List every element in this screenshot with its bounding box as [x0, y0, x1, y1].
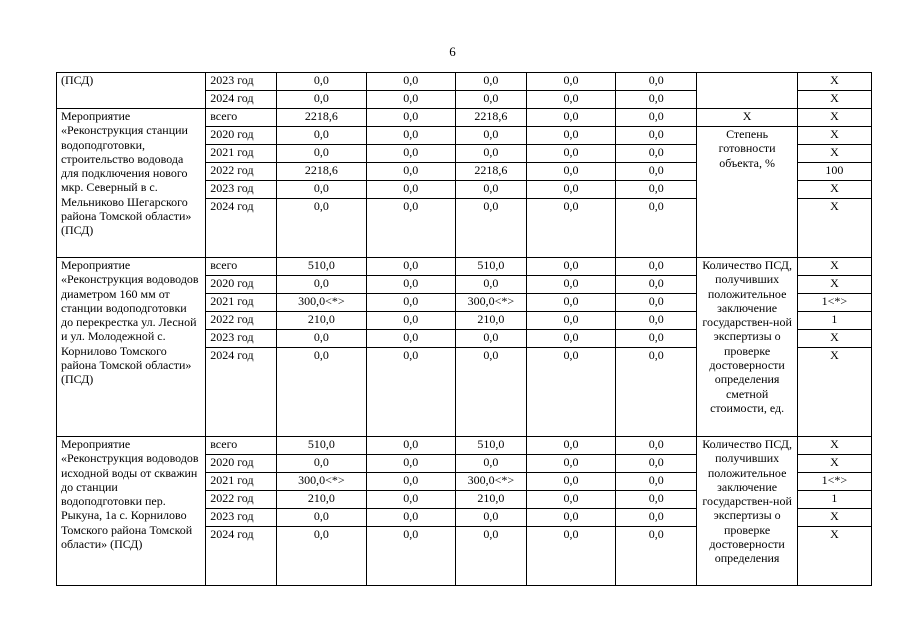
amount-federal: 0,0: [366, 330, 455, 348]
amount-regional: 0,0: [455, 91, 526, 109]
amount-total: 300,0<*>: [277, 294, 366, 312]
amount-federal: 0,0: [366, 527, 455, 586]
amount-local: 0,0: [526, 473, 615, 491]
amount-federal: 0,0: [366, 473, 455, 491]
amount-other: 0,0: [616, 312, 697, 330]
amount-total: 0,0: [277, 455, 366, 473]
year-cell: 2022 год: [206, 312, 277, 330]
amount-federal: 0,0: [366, 145, 455, 163]
amount-total: 300,0<*>: [277, 473, 366, 491]
indicator-name: [697, 73, 797, 109]
amount-total: 0,0: [277, 91, 366, 109]
amount-local: 0,0: [526, 127, 615, 145]
year-cell: 2024 год: [206, 527, 277, 586]
amount-other: 0,0: [616, 276, 697, 294]
amount-regional: 510,0: [455, 258, 526, 276]
amount-regional: 0,0: [455, 348, 526, 437]
amount-other: 0,0: [616, 527, 697, 586]
amount-federal: 0,0: [366, 348, 455, 437]
amount-federal: 0,0: [366, 312, 455, 330]
year-cell: 2021 год: [206, 473, 277, 491]
amount-federal: 0,0: [366, 163, 455, 181]
amount-federal: 0,0: [366, 491, 455, 509]
indicator-name: Степень готовности объекта, %: [697, 127, 797, 258]
year-cell: всего: [206, 437, 277, 455]
amount-regional: 0,0: [455, 199, 526, 258]
amount-other: 0,0: [616, 199, 697, 258]
amount-other: 0,0: [616, 473, 697, 491]
amount-total: 2218,6: [277, 163, 366, 181]
indicator-value: Х: [797, 258, 871, 276]
year-cell: 2024 год: [206, 348, 277, 437]
amount-regional: 510,0: [455, 437, 526, 455]
indicator-name: Количество ПСД, получивших положительное заключение государствен-ной экспертизы о проверке достоверности определения: [697, 437, 797, 586]
amount-other: 0,0: [616, 127, 697, 145]
indicator-name: Количество ПСД, получивших положительное заключение государствен-ной экспертизы о проверке достоверности определения сметной стоимости, ед.: [697, 258, 797, 437]
amount-total: 0,0: [277, 127, 366, 145]
amount-federal: 0,0: [366, 509, 455, 527]
amount-regional: 2218,6: [455, 109, 526, 127]
year-cell: 2020 год: [206, 127, 277, 145]
amount-regional: 0,0: [455, 127, 526, 145]
indicator-value: 1: [797, 312, 871, 330]
amount-other: 0,0: [616, 258, 697, 276]
amount-regional: 0,0: [455, 330, 526, 348]
amount-total: 0,0: [277, 330, 366, 348]
indicator-total: Х: [697, 109, 797, 127]
year-cell: 2021 год: [206, 145, 277, 163]
amount-regional: 210,0: [455, 312, 526, 330]
amount-other: 0,0: [616, 145, 697, 163]
activity-description: (ПСД): [57, 73, 206, 109]
indicator-value: Х: [797, 276, 871, 294]
program-table: [56, 72, 872, 586]
year-cell: 2022 год: [206, 491, 277, 509]
amount-regional: 0,0: [455, 527, 526, 586]
indicator-value: Х: [797, 91, 871, 109]
amount-regional: 0,0: [455, 455, 526, 473]
indicator-value: Х: [797, 330, 871, 348]
amount-local: 0,0: [526, 258, 615, 276]
amount-total: 0,0: [277, 199, 366, 258]
amount-federal: 0,0: [366, 455, 455, 473]
amount-local: 0,0: [526, 491, 615, 509]
amount-total: 0,0: [277, 73, 366, 91]
amount-other: 0,0: [616, 509, 697, 527]
amount-total: 2218,6: [277, 109, 366, 127]
indicator-value: Х: [797, 455, 871, 473]
amount-local: 0,0: [526, 181, 615, 199]
amount-regional: 0,0: [455, 145, 526, 163]
amount-total: 0,0: [277, 276, 366, 294]
table-row: [57, 437, 872, 455]
amount-federal: 0,0: [366, 258, 455, 276]
activity-description: Мероприятие «Реконструкция станции водоподготовки, строительство водовода для подключения нового мкр. Северный в с. Мельниково Шегарского района Томской области» (ПСД): [57, 109, 206, 258]
year-cell: 2022 год: [206, 163, 277, 181]
amount-local: 0,0: [526, 509, 615, 527]
indicator-value: Х: [797, 527, 871, 586]
amount-federal: 0,0: [366, 73, 455, 91]
indicator-value: Х: [797, 509, 871, 527]
amount-federal: 0,0: [366, 276, 455, 294]
amount-total: 510,0: [277, 258, 366, 276]
indicator-value: Х: [797, 109, 871, 127]
amount-total: 0,0: [277, 527, 366, 586]
amount-local: 0,0: [526, 348, 615, 437]
amount-local: 0,0: [526, 163, 615, 181]
amount-other: 0,0: [616, 455, 697, 473]
amount-other: 0,0: [616, 109, 697, 127]
indicator-value: Х: [797, 73, 871, 91]
amount-local: 0,0: [526, 527, 615, 586]
indicator-value: 1<*>: [797, 294, 871, 312]
year-cell: 2020 год: [206, 276, 277, 294]
amount-federal: 0,0: [366, 294, 455, 312]
year-cell: 2023 год: [206, 509, 277, 527]
amount-local: 0,0: [526, 455, 615, 473]
amount-local: 0,0: [526, 199, 615, 258]
year-cell: всего: [206, 258, 277, 276]
amount-regional: 300,0<*>: [455, 473, 526, 491]
amount-local: 0,0: [526, 312, 615, 330]
amount-other: 0,0: [616, 330, 697, 348]
indicator-value: Х: [797, 437, 871, 455]
activity-description: Мероприятие «Реконструкция водоводов исходной воды от скважин до станции водоподготовки пер. Рыкуна, 1а с. Корнилово Томского района Томской области» (ПСД): [57, 437, 206, 586]
activity-description: Мероприятие «Реконструкция водоводов диаметром 160 мм от станции водоподготовки до перекрестка ул. Лесной и ул. Молодежной с. Корнилово Томского района Томской области» (ПСД): [57, 258, 206, 437]
amount-regional: 210,0: [455, 491, 526, 509]
amount-total: 0,0: [277, 509, 366, 527]
table-row: [57, 258, 872, 276]
indicator-value: Х: [797, 127, 871, 145]
amount-local: 0,0: [526, 145, 615, 163]
amount-regional: 0,0: [455, 509, 526, 527]
amount-other: 0,0: [616, 348, 697, 437]
amount-regional: 0,0: [455, 276, 526, 294]
amount-local: 0,0: [526, 276, 615, 294]
amount-total: 0,0: [277, 348, 366, 437]
amount-other: 0,0: [616, 91, 697, 109]
amount-local: 0,0: [526, 73, 615, 91]
amount-total: 210,0: [277, 312, 366, 330]
amount-regional: 300,0<*>: [455, 294, 526, 312]
amount-regional: 0,0: [455, 73, 526, 91]
amount-total: 210,0: [277, 491, 366, 509]
amount-federal: 0,0: [366, 127, 455, 145]
amount-local: 0,0: [526, 294, 615, 312]
year-cell: 2020 год: [206, 455, 277, 473]
table-row: [57, 73, 872, 91]
year-cell: 2021 год: [206, 294, 277, 312]
amount-other: 0,0: [616, 437, 697, 455]
amount-local: 0,0: [526, 91, 615, 109]
amount-other: 0,0: [616, 163, 697, 181]
year-cell: 2024 год: [206, 199, 277, 258]
indicator-value: 1<*>: [797, 473, 871, 491]
amount-other: 0,0: [616, 73, 697, 91]
amount-total: 510,0: [277, 437, 366, 455]
amount-local: 0,0: [526, 109, 615, 127]
amount-other: 0,0: [616, 181, 697, 199]
amount-local: 0,0: [526, 330, 615, 348]
year-cell: 2023 год: [206, 73, 277, 91]
amount-federal: 0,0: [366, 199, 455, 258]
amount-total: 0,0: [277, 181, 366, 199]
indicator-value: Х: [797, 348, 871, 437]
indicator-value: 100: [797, 163, 871, 181]
page-number: 6: [449, 44, 456, 59]
amount-federal: 0,0: [366, 91, 455, 109]
amount-local: 0,0: [526, 437, 615, 455]
amount-federal: 0,0: [366, 109, 455, 127]
year-cell: всего: [206, 109, 277, 127]
year-cell: 2023 год: [206, 181, 277, 199]
indicator-value: Х: [797, 199, 871, 258]
amount-total: 0,0: [277, 145, 366, 163]
amount-other: 0,0: [616, 294, 697, 312]
indicator-value: Х: [797, 145, 871, 163]
indicator-value: 1: [797, 491, 871, 509]
indicator-value: Х: [797, 181, 871, 199]
amount-federal: 0,0: [366, 437, 455, 455]
table-row: [57, 109, 872, 127]
amount-regional: 2218,6: [455, 163, 526, 181]
year-cell: 2023 год: [206, 330, 277, 348]
amount-regional: 0,0: [455, 181, 526, 199]
year-cell: 2024 год: [206, 91, 277, 109]
amount-other: 0,0: [616, 491, 697, 509]
amount-federal: 0,0: [366, 181, 455, 199]
